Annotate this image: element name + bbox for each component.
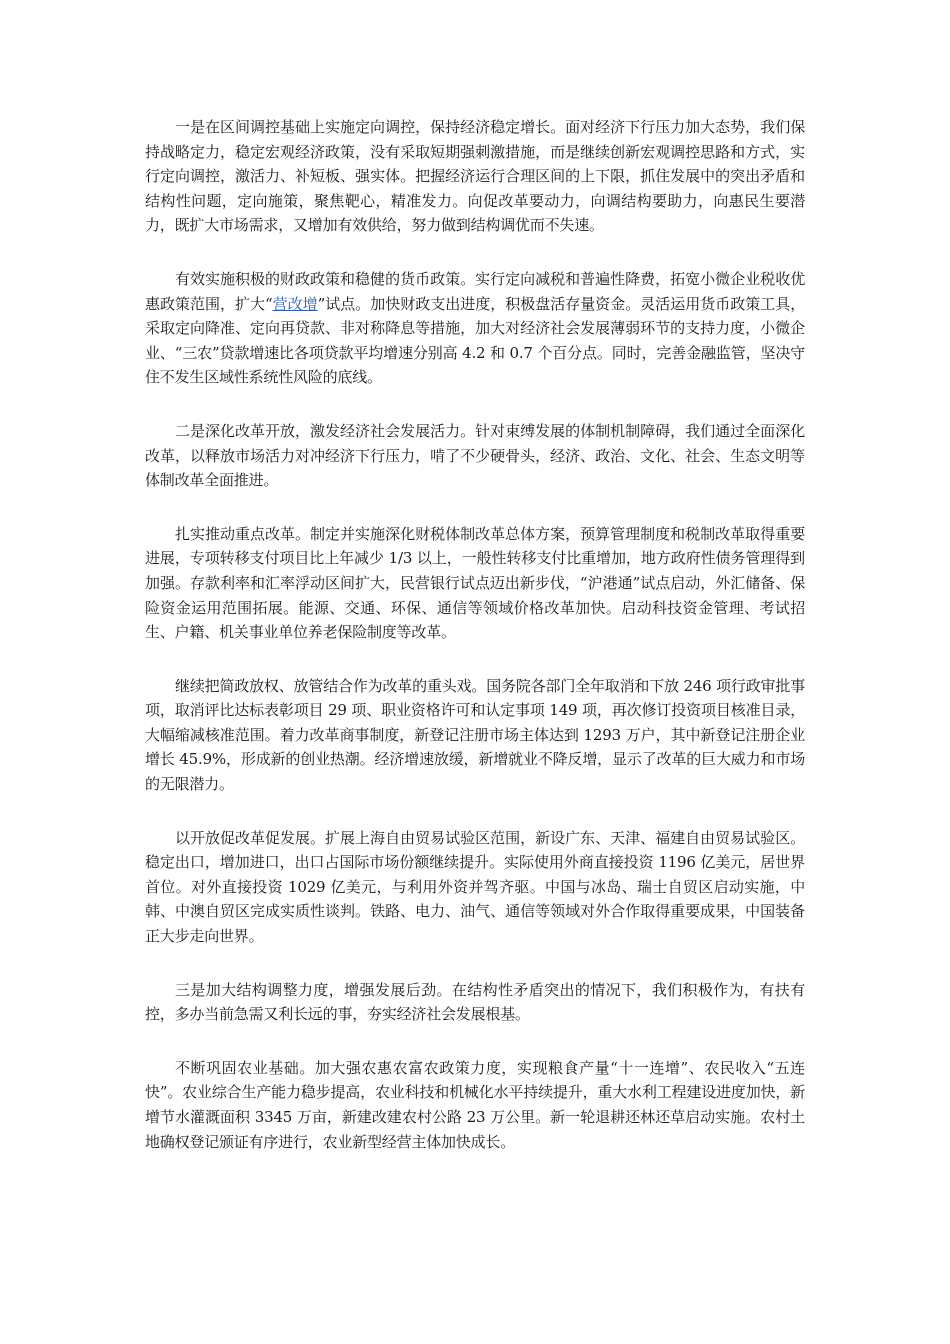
paragraph-streamline-administration: 继续把简政放权、放管结合作为改革的重头戏。国务院各部门全年取消和下放 246 项行政审批事项，取消评比达标表彰项目 29 项、职业资格许可和认定事项 149 项，再次修订投资项目核准目录，大幅缩减核准范围。着力改革商事制度，新登记注册市场主体达到 1293 万户，其中新登记注册企业增长 45.9%，形成新的创业热潮。经济增速放缓，新增就业不降反增，显示了改革的巨大威力和市场的无限潜力。: [145, 676, 805, 794]
paragraph-key-reforms: 扎实推动重点改革。制定并实施深化财税体制改革总体方案，预算管理制度和税制改革取得重要进展，专项转移支付项目比上年减少 1/3 以上，一般性转移支付比重增加，地方政府性债务管理得到加强。存款利率和汇率浮动区间扩大，民营银行试点迈出新步伐，“沪港通”试点启动，外汇储备、保险资金运用范围拓展。能源、交通、环保、通信等领域价格改革加快。启动科技资金管理、考试招生、户籍、机关事业单位养老保险制度等改革。: [145, 524, 805, 642]
paragraph-fiscal-monetary-policy: [145, 267, 805, 390]
paragraph-agriculture: 不断巩固农业基础。加大强农惠农富农政策力度，实现粮食产量“十一连增”、农民收入“五连快”。农业综合生产能力稳步提高，农业科技和机械化水平持续提升，重大水利工程建设进度加快，新增节水灌溉面积 3345 万亩，新建改建农村公路 23 万公里。新一轮退耕还林还草启动实施。农村土地确权登记颁证有序进行，农业新型经营主体加快成长。: [145, 1058, 805, 1151]
paragraph-text-before-link: 有效实施积极的财政政策和稳健的货币政策。实行定向减税和普遍性降费，拓宽小微企业税收优惠政策范围，扩大“: [145, 269, 805, 313]
document-body: [145, 115, 805, 1183]
paragraph-opening-up: 以开放促改革促发展。扩展上海自由贸易试验区范围，新设广东、天津、福建自由贸易试验区。稳定出口，增加进口，出口占国际市场份额继续提升。实际使用外商直接投资 1196 亿美元，居世界首位。对外直接投资 1029 亿美元，与利用外资并驾齐驱。中国与冰岛、瑞士自贸区启动实施，中韩、中澳自贸区完成实质性谈判。铁路、电力、油气、通信等领域对外合作取得重要成果，中国装备正大步走向世界。: [145, 828, 805, 946]
paragraph-reform-opening: 二是深化改革开放，激发经济社会发展活力。针对束缚发展的体制机制障碍，我们通过全面深化改革，以释放市场活力对冲经济下行压力，啃了不少硬骨头，经济、政治、文化、社会、生态文明等体制改革全面推进。: [145, 421, 805, 490]
paragraph-text-after-link: ”试点。加快财政支出进度，积极盘活存量资金。灵活运用货币政策工具，采取定向降准、定向再贷款、非对称降息等措施，加大对经济社会发展薄弱环节的支持力度，小微企业、“三农”贷款增速比各项贷款平均增速分别高 4.2 和 0.7 个百分点。同时，完善金融监管，坚决守住不发生区域性系统性风险的底线。: [145, 294, 805, 387]
paragraph-structural-adjustment: 三是加大结构调整力度，增强发展后劲。在结构性矛盾突出的情况下，我们积极作为，有扶有控，多办当前急需又利长远的事，夯实经济社会发展根基。: [145, 980, 805, 1024]
paragraph-targeted-regulation: 一是在区间调控基础上实施定向调控，保持经济稳定增长。面对经济下行压力加大态势，我们保持战略定力，稳定宏观经济政策，没有采取短期强刺激措施，而是继续创新宏观调控思路和方式，实行定向调控，激活力、补短板、强实体。把握经济运行合理区间的上下限，抓住发展中的突出矛盾和结构性问题，定向施策，聚焦靶心，精准发力。向促改革要动力，向调结构要助力，向惠民生要潜力，既扩大市场需求，又增加有效供给，努力做到结构调优而不失速。: [145, 118, 805, 235]
vat-reform-link[interactable]: 营改增: [272, 294, 318, 313]
